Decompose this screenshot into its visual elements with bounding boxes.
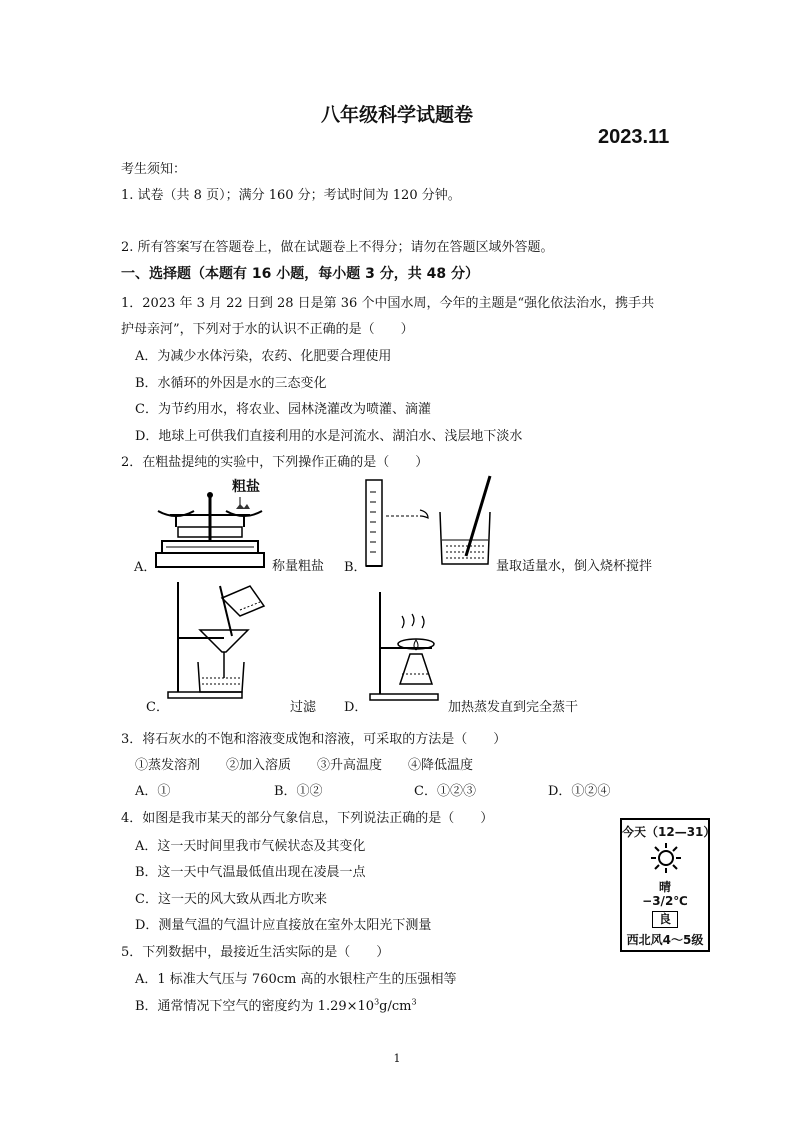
q3-methods: ①蒸发溶剂 ②加入溶质 ③升高温度 ④降低温度 xyxy=(135,758,474,773)
q3-choice-d: D．①②④ xyxy=(548,784,611,799)
q3-choice-c: C．①②③ xyxy=(414,784,476,799)
exam-date: 2023.11 xyxy=(598,126,670,148)
q2-a-letter: A． xyxy=(134,560,157,575)
q4-stem: 4．如图是我市某天的部分气象信息，下列说法正确的是（ ） xyxy=(121,811,494,826)
q2-c-letter: C． xyxy=(146,700,169,715)
q2-stem: 2．在粗盐提纯的实验中，下列操作正确的是（ ） xyxy=(121,455,429,470)
measuring-cylinder-figure xyxy=(362,472,502,572)
q5-stem: 5．下列数据中，最接近生活实际的是（ ） xyxy=(121,945,390,960)
section-heading: 一、选择题（本题有 16 小题，每小题 3 分，共 48 分） xyxy=(121,266,479,282)
q1-stem-line1: 1．2023 年 3 月 22 日到 28 日是第 36 个中国水周，今年的主题是“强化依法治水，携手共 xyxy=(121,296,655,311)
q1-option-c: C．为节约用水，将农业、园林浇灌改为喷灌、滴灌 xyxy=(135,402,431,417)
q1-option-a: A．为减少水体污染，农药、化肥要合理使用 xyxy=(135,349,392,364)
weather-card xyxy=(620,818,716,952)
q4-option-c: C．这一天的风大致从西北方吹来 xyxy=(135,892,327,907)
page-title: 八年级科学试题卷 xyxy=(320,104,473,126)
balance-figure xyxy=(150,485,270,575)
q2-d-caption: 加热蒸发直到完全蒸干 xyxy=(448,700,579,715)
q5-option-b-exponent: 3 xyxy=(374,997,380,1007)
notice-heading: 考生须知： xyxy=(121,162,187,177)
weather-condition: 晴 xyxy=(658,880,671,894)
q3-stem: 3．将石灰水的不饱和溶液变成饱和溶液，可采取的方法是（ ） xyxy=(121,732,507,747)
q2-b-letter: B． xyxy=(344,560,367,575)
q2-a-caption: 称量粗盐 xyxy=(272,559,325,574)
weather-wind: 西北风4～5级 xyxy=(626,933,704,947)
q4-option-b: B．这一天中气温最低值出现在凌晨一点 xyxy=(135,865,366,880)
q5-option-a: A．1 标准大气压与 760cm 高的水银柱产生的压强相等 xyxy=(135,972,457,987)
q4-option-a: A．这一天时间里我市气候状态及其变化 xyxy=(135,839,366,854)
q4-option-d: D．测量气温的气温计应直接放在室外太阳光下测量 xyxy=(135,918,432,933)
q2-c-caption: 过滤 xyxy=(290,700,317,715)
weather-date: 今天（12—31） xyxy=(622,825,716,839)
q2-b-caption: 量取适量水，倒入烧杯搅拌 xyxy=(496,559,653,574)
q1-stem-line2: 护母亲河”，下列对于水的认识不正确的是（ ） xyxy=(121,322,414,337)
sun-icon xyxy=(650,842,682,874)
air-quality-badge: 良 xyxy=(652,911,678,928)
q5-option-b-text: B．通常情况下空气的密度约为 1.29×10 xyxy=(135,999,375,1014)
q3-choice-b: B．①② xyxy=(274,784,323,799)
page-number: 1 xyxy=(393,1052,401,1065)
notice-item-2: 2. 所有答案写在答题卷上，做在试题卷上不得分；请勿在答题区域外答题。 xyxy=(121,240,554,255)
filtration-figure xyxy=(164,578,274,702)
evaporation-figure xyxy=(366,588,446,704)
notice-item-1: 1. 试卷（共 8 页）；满分 160 分；考试时间为 120 分钟。 xyxy=(121,188,461,203)
q2-d-letter: D． xyxy=(344,700,368,715)
weather-temperature: −3/2℃ xyxy=(642,894,688,908)
q5-option-b-unit: g/cm xyxy=(379,999,412,1014)
q3-choice-a: A．① xyxy=(135,784,171,799)
q1-option-d: D．地球上可供我们直接利用的水是河流水、湖泊水、浅层地下淡水 xyxy=(135,429,523,444)
q1-option-b: B．水循环的外因是水的三态变化 xyxy=(135,376,327,391)
q5-option-b-unit-exponent: 3 xyxy=(411,997,417,1007)
q5-option-b xyxy=(135,995,417,1014)
salt-label: 粗盐 xyxy=(232,479,260,495)
